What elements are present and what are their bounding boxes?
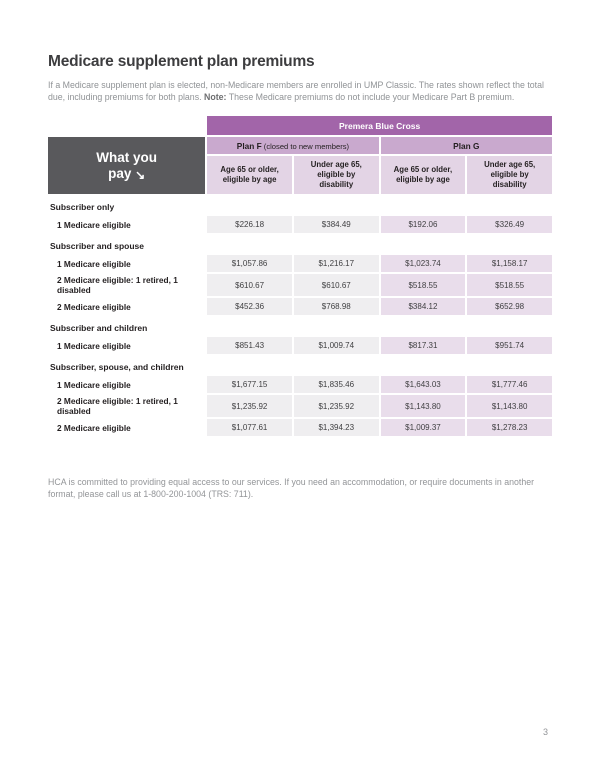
premium-value: $1,235.92 <box>207 395 292 417</box>
col-header-f-by-age: Age 65 or older, eligible by age <box>207 156 292 194</box>
row-label: 1 Medicare eligible <box>48 255 205 272</box>
section-label: Subscriber and children <box>48 317 552 335</box>
row-label: 1 Medicare eligible <box>48 216 205 233</box>
premium-value: $1,643.03 <box>381 376 466 393</box>
premium-value: $518.55 <box>467 274 552 296</box>
table-row <box>48 376 552 393</box>
section-row <box>48 317 552 335</box>
premium-value: $1,158.17 <box>467 255 552 272</box>
premium-value: $326.49 <box>467 216 552 233</box>
section-row <box>48 356 552 374</box>
table-row <box>48 274 552 296</box>
plan-row <box>48 137 552 154</box>
row-label: 2 Medicare eligible: 1 retired, 1 disabled <box>48 274 205 296</box>
premium-value: $1,077.61 <box>207 419 292 436</box>
col-header-g-by-age: Age 65 or older, eligible by age <box>381 156 466 194</box>
section-row <box>48 235 552 253</box>
plan-g-header: Plan G <box>381 137 552 154</box>
premium-value: $1,835.46 <box>294 376 379 393</box>
col-header-f-by-disability: Under age 65, eligible by disability <box>294 156 379 194</box>
intro-text: If a Medicare supplement plan is elected, non-Medicare members are enrolled in UMP Classic. The rates shown reflect the total due, including premiums for both plans. <box>48 80 544 102</box>
premium-value: $851.43 <box>207 337 292 354</box>
accessibility-footer: HCA is committed to providing equal access to our services. If you need an accommodation, or require documents in another format, please call us at 1-800-200-1004 (TRS: 711). <box>48 477 535 499</box>
row-label: 2 Medicare eligible: 1 retired, 1 disabled <box>48 395 205 417</box>
premiums-table <box>46 114 554 438</box>
table-row <box>48 419 552 436</box>
premium-value: $518.55 <box>381 274 466 296</box>
premium-value: $652.98 <box>467 298 552 315</box>
what-you-pay-line2: pay ↘ <box>108 165 146 182</box>
blank-corner-cell <box>48 116 205 135</box>
premium-value: $1,216.17 <box>294 255 379 272</box>
premium-value: $1,009.37 <box>381 419 466 436</box>
intro-paragraph <box>48 80 554 103</box>
section-label: Subscriber only <box>48 196 552 214</box>
plan-f-header: Plan F (closed to new members) <box>207 137 378 154</box>
table-row <box>48 298 552 315</box>
premium-value: $1,235.92 <box>294 395 379 417</box>
premium-value: $384.12 <box>381 298 466 315</box>
carrier-header: Premera Blue Cross <box>207 116 552 135</box>
row-label: 2 Medicare eligible <box>48 298 205 315</box>
premium-value: $1,777.46 <box>467 376 552 393</box>
section-label: Subscriber and spouse <box>48 235 552 253</box>
premium-value: $610.67 <box>207 274 292 296</box>
what-you-pay-header <box>48 137 205 194</box>
table-row <box>48 255 552 272</box>
what-you-pay-line1: What you <box>96 149 157 165</box>
premium-value: $817.31 <box>381 337 466 354</box>
premium-value: $610.67 <box>294 274 379 296</box>
premium-value: $1,278.23 <box>467 419 552 436</box>
premium-value: $1,677.15 <box>207 376 292 393</box>
page-number: 3 <box>543 727 549 737</box>
carrier-row <box>48 116 552 135</box>
section-label: Subscriber, spouse, and children <box>48 356 552 374</box>
premium-value: $226.18 <box>207 216 292 233</box>
table-row <box>48 395 552 417</box>
southeast-arrow-icon: ↘ <box>135 167 146 182</box>
premium-value: $1,143.80 <box>381 395 466 417</box>
premium-value: $1,143.80 <box>467 395 552 417</box>
page-title: Medicare supplement plan premiums <box>48 53 315 70</box>
row-label: 1 Medicare eligible <box>48 376 205 393</box>
section-row <box>48 196 552 214</box>
intro-note-text: These Medicare premiums do not include your Medicare Part B premium. <box>226 91 515 102</box>
premium-value: $768.98 <box>294 298 379 315</box>
premium-value: $1,023.74 <box>381 255 466 272</box>
premium-value: $384.49 <box>294 216 379 233</box>
premium-value: $951.74 <box>467 337 552 354</box>
table-row <box>48 216 552 233</box>
premium-value: $1,057.86 <box>207 255 292 272</box>
premium-value: $1,009.74 <box>294 337 379 354</box>
premium-value: $192.06 <box>381 216 466 233</box>
premium-value: $452.36 <box>207 298 292 315</box>
intro-note-label: Note: <box>204 91 227 102</box>
table-row <box>48 337 552 354</box>
premium-value: $1,394.23 <box>294 419 379 436</box>
col-header-g-by-disability: Under age 65, eligible by disability <box>467 156 552 194</box>
row-label: 1 Medicare eligible <box>48 337 205 354</box>
row-label: 2 Medicare eligible <box>48 419 205 436</box>
